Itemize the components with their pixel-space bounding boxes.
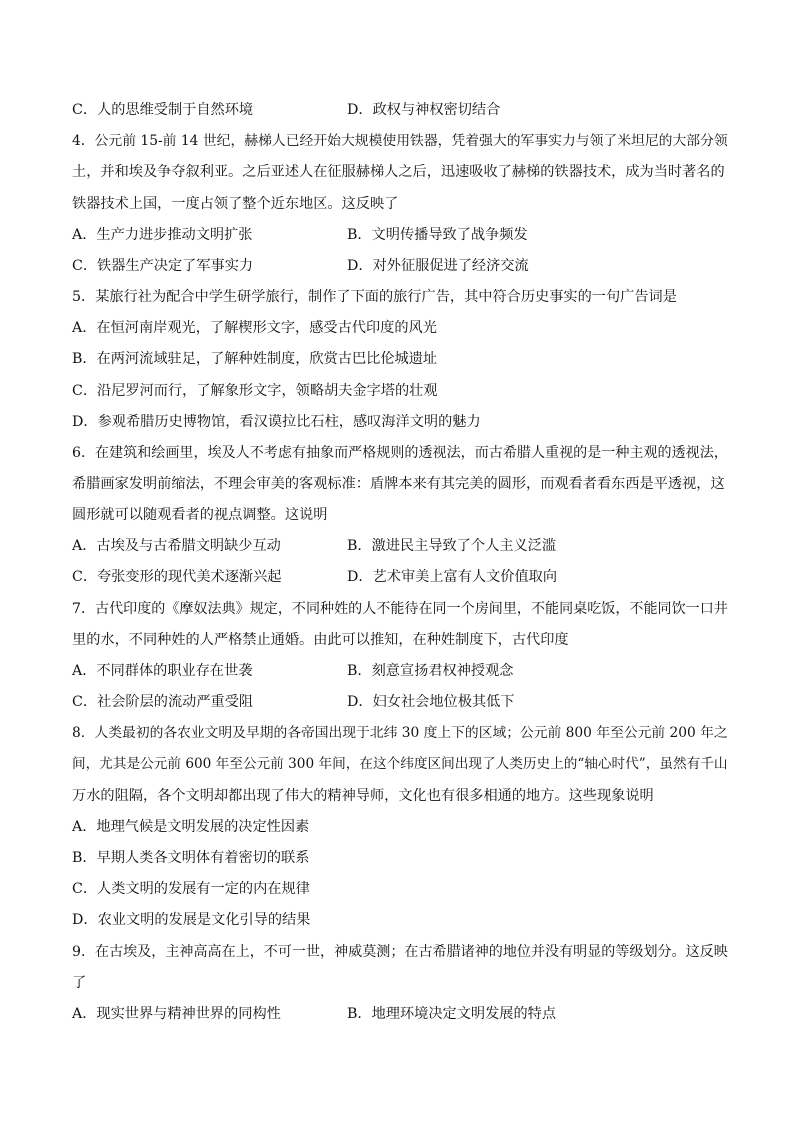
q3-option-d: D．政权与神权密切结合 [347, 102, 501, 118]
q5-option-c: C．沿尼罗河而行，了解象形文字，领略胡夫金字塔的壮观 [72, 383, 438, 399]
q8-option-c: C．人类文明的发展有一定的内在规律 [72, 881, 310, 897]
q6-option-d: D．艺术审美上富有人文价值取向 [347, 569, 558, 585]
q4-option-a: A．生产力进步推动文明扩张 [72, 227, 253, 243]
q5-option-d: D．参观希腊历史博物馆，看汉谟拉比石柱，感叹海洋文明的魅力 [72, 414, 481, 430]
q6-stem-line-2: 希腊画家发明前缩法，不理会审美的客观标准：盾牌本来有其完美的圆形，而观看者看东西是平透视，这 [72, 476, 725, 492]
q7-stem-line-2: 里的水，不同种姓的人严格禁止通婚。由此可以推知，在种姓制度下，古代印度 [72, 632, 569, 648]
q7-option-a: A．不同群体的职业存在世袭 [72, 663, 253, 679]
q9-option-b: B．地理环境决定文明发展的特点 [347, 1006, 557, 1022]
q8-option-b: B．早期人类各文明体有着密切的联系 [72, 850, 310, 866]
q7-option-b: B．刻意宣扬君权神授观念 [347, 663, 514, 679]
q7-option-d: D．妇女社会地位极其低下 [347, 694, 515, 710]
q9-stem-line-2: 了 [72, 975, 87, 991]
q6-option-c: C．夸张变形的现代美术逐渐兴起 [72, 569, 282, 585]
q5-option-b: B．在两河流域驻足，了解种姓制度，欣赏古巴比伦城遗址 [72, 351, 438, 367]
q4-stem-line-2: 土，并和埃及争夺叙利亚。之后亚述人在征服赫梯人之后，迅速吸收了赫梯的铁器技术，成为当时著名的 [72, 164, 725, 180]
q8-stem-line-2: 间，尤其是公元前 600 年至公元前 300 年间，在这个纬度区间出现了人类历史上的“轴心时代”，虽然有千山 [72, 756, 728, 772]
q4-option-c: C．铁器生产决定了军事实力 [72, 258, 254, 274]
q8-stem-line-3: 万水的阻隔，各个文明却都出现了伟大的精神导师，文化也有很多相通的地方。这些现象说明 [72, 788, 654, 804]
q5-option-a: A．在恒河南岸观光，了解楔形文字，感受古代印度的风光 [72, 320, 437, 336]
q8-option-d: D．农业文明的发展是文化引导的结果 [72, 912, 311, 928]
q4-stem-line-1: 4．公元前 15-前 14 世纪，赫梯人已经开始大规模使用铁器，凭着强大的军事实力与领了米坦尼的大部分领 [72, 133, 728, 149]
q9-stem-line-1: 9．在古埃及，主神高高在上，不可一世，神威莫测；在古希腊诸神的地位并没有明显的等级划分。这反映 [72, 944, 728, 960]
q9-option-a: A．现实世界与精神世界的同构性 [72, 1006, 281, 1022]
q4-stem-line-3: 铁器技术上国，一度占领了整个近东地区。这反映了 [72, 196, 399, 212]
q8-stem-line-1: 8．人类最初的各农业文明及早期的各帝国出现于北纬 30 度上下的区域；公元前 800 年至公元前 200 年之 [72, 725, 728, 741]
q5-stem-line-1: 5．某旅行社为配合中学生研学旅行，制作了下面的旅行广告，其中符合历史事实的一句广告词是 [72, 289, 677, 305]
q7-stem-line-1: 7．古代印度的《摩奴法典》规定，不同种姓的人不能待在同一个房间里，不能同桌吃饭，不能同饮一口井 [72, 601, 728, 617]
q6-stem-line-1: 6．在建筑和绘画里，埃及人不考虑有抽象而严格规则的透视法，而古希腊人重视的是一种主观的透视法， [72, 445, 728, 461]
q4-option-b: B．文明传播导致了战争频发 [347, 227, 528, 243]
q7-option-c: C．社会阶层的流动严重受阻 [72, 694, 254, 710]
q3-option-c: C．人的思维受制于自然环境 [72, 102, 254, 118]
q4-option-d: D．对外征服促进了经济交流 [347, 258, 529, 274]
q6-option-a: A．古埃及与古希腊文明缺少互动 [72, 538, 281, 554]
q6-option-b: B．激进民主导致了个人主义泛滥 [347, 538, 557, 554]
q8-option-a: A．地理气候是文明发展的决定性因素 [72, 819, 310, 835]
q6-stem-line-3: 圆形就可以随观看者的视点调整。这说明 [72, 507, 328, 523]
